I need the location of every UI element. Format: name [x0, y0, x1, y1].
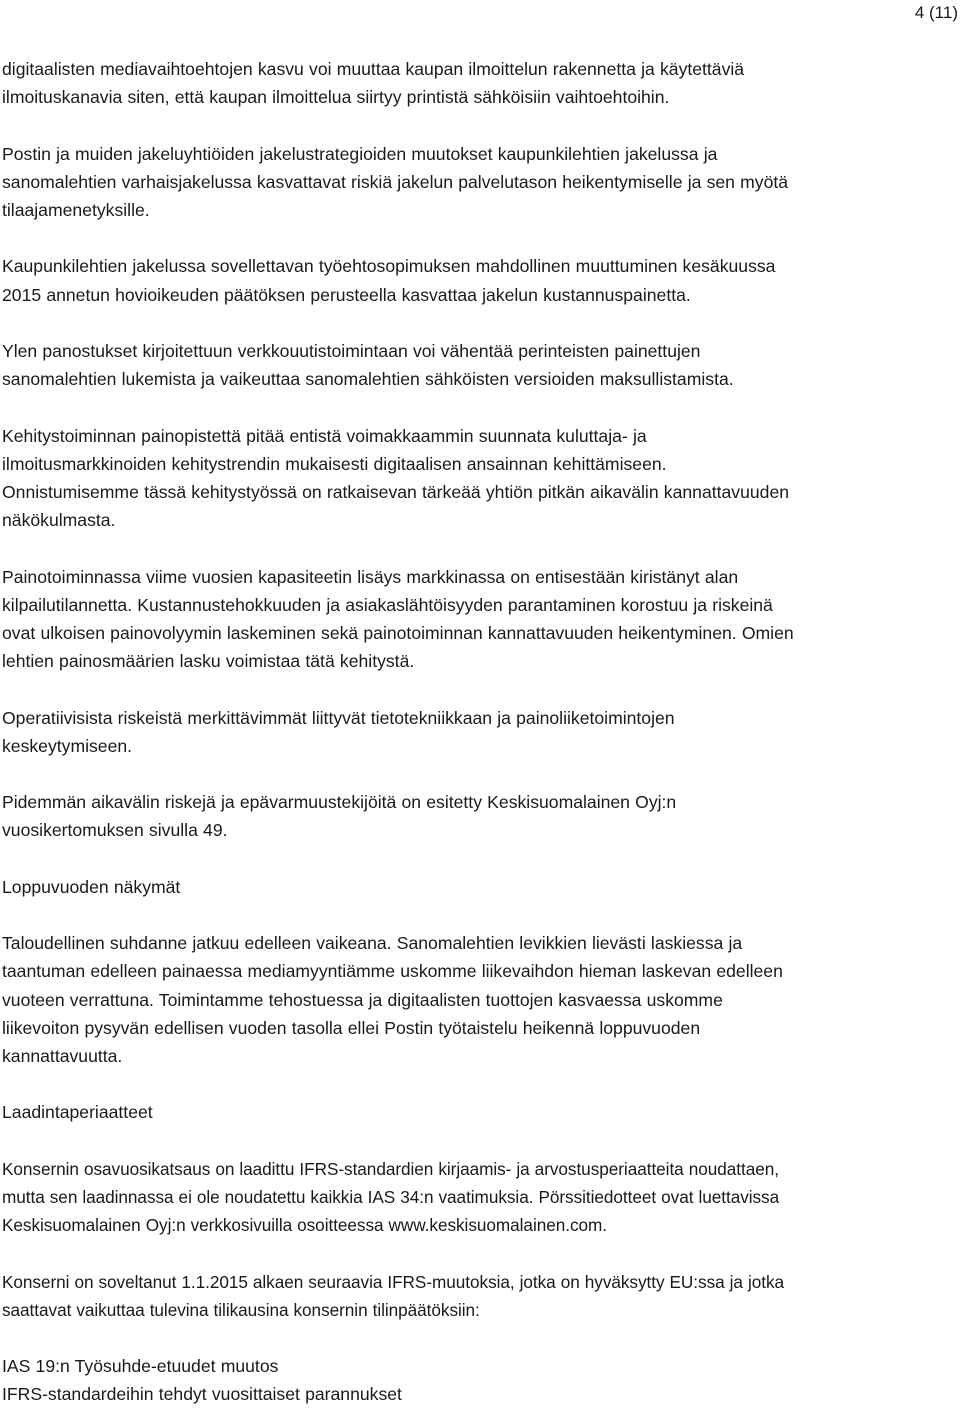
text-line: lehtien painosmäärien lasku voimistaa tätä kehitystä.	[2, 651, 415, 672]
text-line: ovat ulkoisen painovolyymin laskeminen sekä painotoiminnan kannattavuuden heikentyminen. Omien	[2, 622, 794, 643]
text-line: vuosikertomuksen sivulla 49.	[2, 820, 228, 841]
heading-text: Laadintaperiaatteet	[2, 1102, 153, 1123]
text-line: Kaupunkilehtien jakelussa sovellettavan työehtosopimuksen mahdollinen muuttuminen kesäkuussa	[2, 256, 776, 277]
heading-text: Loppuvuoden näkymät	[2, 876, 181, 897]
text-line: Keskisuomalainen Oyj:n verkkosivuilla osoitteessa www.keskisuomalainen.com.	[2, 1215, 608, 1236]
text-line: saattavat vaikuttaa tulevina tilikausina konsernin tilinpäätöksiin:	[2, 1299, 480, 1320]
text-line: Postin ja muiden jakeluyhtiöiden jakelustrategioiden muutokset kaupunkilehtien jakelussa ja	[2, 143, 718, 164]
text-line: Konsernin osavuosikatsaus on laadittu IFRS-standardien kirjaamis- ja arvostusperiaatteita noudattaen,	[2, 1158, 779, 1179]
text-line: liikevoiton pysyvän edellisen vuoden tasolla ellei Postin työtaistelu heikennä loppuvuoden	[2, 1017, 701, 1038]
text-line: Onnistumisemme tässä kehitystyössä on ratkaisevan tärkeää yhtiön pitkän aikavälin kannattavuuden	[2, 481, 790, 502]
paragraph-collective-agreement-risk	[2, 252, 957, 308]
document-body	[2, 55, 957, 1409]
paragraph-digital-media-risk	[2, 55, 957, 111]
list-item: IFRS-standardeihin tehdyt vuosittaiset parannukset	[2, 1384, 402, 1405]
section-heading-accounting-principles	[2, 1098, 957, 1126]
paragraph-development-focus	[2, 422, 957, 535]
text-line: Kehitystoiminnan painopistettä pitää entistä voimakkaammin suunnata kuluttaja- ja	[2, 425, 647, 446]
list-ifrs-amendments	[2, 1352, 957, 1408]
paragraph-operational-risk	[2, 704, 957, 760]
text-line: Operatiivisista riskeistä merkittävimmät liittyvät tietotekniikkaan ja painoliiketoimintojen	[2, 707, 675, 728]
text-line: näkökulmasta.	[2, 510, 116, 531]
text-line: Pidemmän aikavälin riskejä ja epävarmuustekijöitä on esitetty Keskisuomalainen Oyj:n	[2, 792, 677, 813]
text-line: kannattavuutta.	[2, 1045, 123, 1066]
text-line: taantuman edelleen painaessa mediamyyntiämme uskomme liikevaihdon hieman laskevan edelleen	[2, 961, 783, 982]
paragraph-yle-risk	[2, 337, 957, 393]
text-line: tilaajamenetyksille.	[2, 200, 150, 220]
text-line: vuoteen verrattuna. Toimintamme tehostuessa ja digitaalisten tuottojen kasvaessa uskomme	[2, 989, 723, 1010]
text-line: keskeytymiseen.	[2, 735, 133, 756]
page-number: 4 (11)	[914, 3, 958, 22]
text-line: Ylen panostukset kirjoitettuun verkkouutistoimintaan voi vähentää perinteisten painettujen	[2, 340, 701, 361]
paragraph-distribution-strategy-risk	[2, 140, 957, 225]
text-line: digitaalisten mediavaihtoehtojen kasvu voi muuttaa kaupan ilmoittelun rakennetta ja käytettäviä	[2, 59, 745, 79]
section-heading-outlook	[2, 873, 957, 901]
text-line: mutta sen laadinnassa ei ole noudatettu kaikkia IAS 34:n vaatimuksia. Pörssitiedotteet ovat luettavissa	[2, 1186, 780, 1207]
paragraph-ifrs-changes	[2, 1268, 957, 1324]
paragraph-ifrs-basis	[2, 1155, 957, 1240]
paragraph-outlook	[2, 929, 957, 1070]
text-line: ilmoituskanavia siten, että kaupan ilmoittelua siirtyy printistä sähköisiin vaihtoehtoihin.	[2, 87, 670, 108]
paragraph-annual-report-reference	[2, 788, 957, 844]
paragraph-printing-risk	[2, 563, 957, 676]
text-line: sanomalehtien varhaisjakelussa kasvattavat riskiä jakelun palvelutason heikentymiselle ja sen myötä	[2, 171, 789, 192]
list-item: IAS 19:n Työsuhde-etuudet muutos	[2, 1356, 279, 1377]
text-line: 2015 annetun hovioikeuden päätöksen perusteella kasvattaa jakelun kustannuspainetta.	[2, 284, 691, 305]
text-line: kilpailutilannetta. Kustannustehokkuuden ja asiakaslähtöisyyden parantaminen korostuu ja riskeinä	[2, 594, 773, 615]
text-line: Painotoiminnassa viime vuosien kapasiteetin lisäys markkinassa on entisestään kiristänyt alan	[2, 566, 739, 587]
text-line: Taloudellinen suhdanne jatkuu edelleen vaikeana. Sanomalehtien levikkien lievästi laskiessa ja	[2, 933, 743, 954]
text-line: Konserni on soveltanut 1.1.2015 alkaen seuraavia IFRS-muutoksia, jotka on hyväksytty EU:ssa ja jotka	[2, 1271, 785, 1292]
text-line: ilmoitusmarkkinoiden kehitystrendin mukaisesti digitaalisen ansainnan kehittämiseen.	[2, 453, 667, 474]
text-line: sanomalehtien lukemista ja vaikeuttaa sanomalehtien sähköisten versioiden maksullistamista.	[2, 369, 734, 390]
